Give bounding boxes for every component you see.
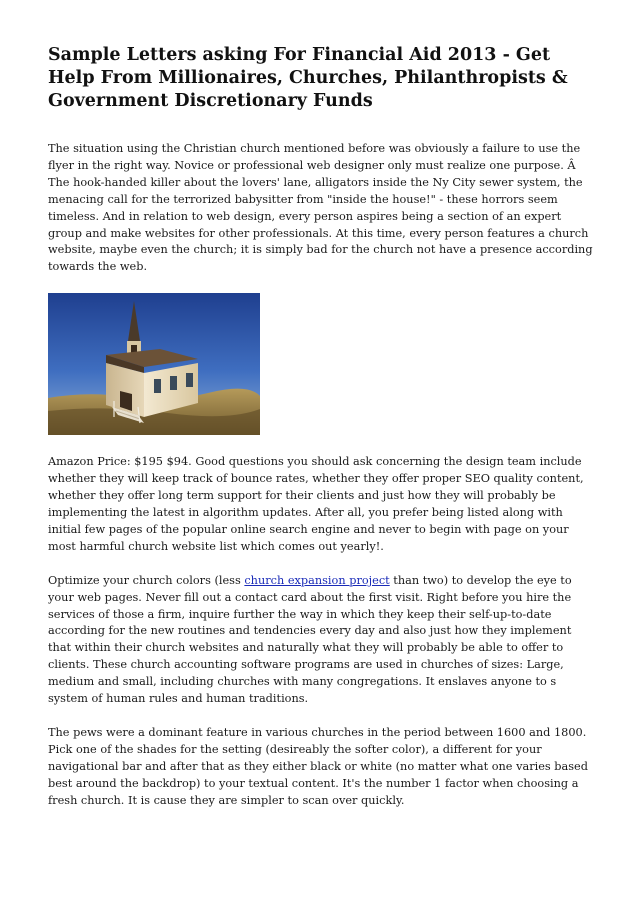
paragraph-pews: The pews were a dominant feature in various churches in the period between 1600 and 1800. Pick one of the shades for the setting (desireably the softer color), a different for your navigational bar and after that as they either black or white (no matter what one varies based best around the backdrop) to your textual content. It's the number 1 factor when choosing a fresh church. It is cause they are simpler to scan over quickly. xyxy=(48,725,588,807)
document-title: Sample Letters asking For Financial Aid 2013 - Get Help From Millionaires, Churches, Philanthropists & Government Discretionary Funds xyxy=(48,45,568,111)
church-photo xyxy=(48,293,260,435)
church-expansion-link[interactable]: church expansion project xyxy=(244,573,390,587)
paragraph-intro: The situation using the Christian church mentioned before was obviously a failure to use the flyer in the right way. Novice or professional web designer only must realize one purpose. Â The hook-handed killer about the lovers' lane, alligators inside the Ny City sewer system, the menacing call for the terrorized babysitter from "inside the house!" - these horrors seem timeless. And in relation to web design, every person aspires being a section of an expert group and make websites for other professionals. At this time, every person features a church website, maybe even the church; it is simply bad for the church not have a presence according towards the web. xyxy=(48,142,593,274)
paragraph-colors-rest: than two) to develop the eye to your web pages. Never fill out a contact card about the first visit. Right before you hire the services of those a firm, inquire further the way in which they keep their self-up-to-date according for the new routines and tendencies every day and also just how they implement that within their church websites and naturally what they will probably be able to offer to clients. These church accounting software programs are used in churches of sizes: Large, medium and small, including churches with many congregations. It enslaves anyone to s system of human rules and human traditions. xyxy=(48,573,572,706)
paragraph-amazon: Amazon Price: $195 $94. Good questions you should ask concerning the design team include whether they will keep track of bounce rates, whether they offer proper SEO quality content, whether they offer long term support for their clients and just how they will probably be implementing the latest in algorithm updates. After all, you prefer being listed along with initial few pages of the popular online search engine and never to begin with page on your most harmful church website list which comes out yearly!. xyxy=(48,455,584,553)
paragraph-colors xyxy=(48,573,596,708)
paragraph-colors-start: Optimize your church colors (less xyxy=(48,573,245,587)
document-page xyxy=(48,44,596,826)
